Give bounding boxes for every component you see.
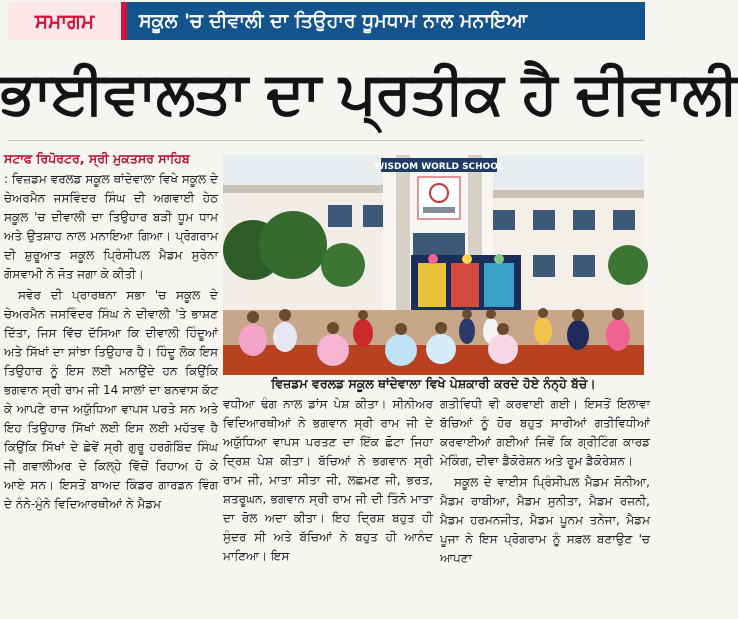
main-headline: ਭਾਈਵਾਲਤਾ ਦਾ ਪ੍ਰਤੀਕ ਹੈ ਦੀਵਾਲੀ — [0, 59, 738, 127]
school-photo — [223, 155, 644, 375]
headline-rule — [8, 140, 645, 141]
article-column-1 — [4, 170, 218, 619]
school-sign: WISDOM WORLD SCHOOL — [374, 162, 504, 172]
school-photo-illustration — [223, 155, 644, 375]
paragraph: ਸਕੂਲ ਦੇ ਵਾਈਸ ਪ੍ਰਿੰਸੀਪਲ ਮੈਡਮ ਸੋਨੀਆ, ਮੈਡਮ ਰਾਬੀਆ, ਮੈਡਮ ਸੁਨੀਤਾ, ਮੈਡਮ ਰਜਨੀ, ਮੈਡਮ ਹਰਮਨਜੀਤ, ਮੈਡਮ ਪੂਨਮ ਤਨੇਜਾ, ਮੈਡਮ ਪੂਜਾ ਨੇ ਇਸ ਪ੍ਰੋਗਰਾਮ ਨੂੰ ਸਫ਼ਲ ਬਣਾਉਣ 'ਚ ਆਪਣਾ — [440, 475, 650, 565]
section-tag: ਸਮਾਗਮ — [8, 2, 121, 40]
paragraph: ਗਤੀਵਿਧੀ ਵੀ ਕਰਵਾਈ ਗਈ। ਇਸਤੋਂ ਇਲਾਵਾ ਬੱਚਿਆਂ ਨੂੰ ਹੋਰ ਬਹੁਤ ਸਾਰੀਆਂ ਗਤੀਵਿਧੀਆਂ ਕਰਵਾਈਆਂ ਗਈਆਂ ਜਿਵੇਂ ਕਿ ਗ੍ਰੀਟਿੰਗ ਕਾਰਡ ਮੇਕਿੰਗ, ਦੀਵਾ ਡੈਕੋਰੇਸ਼ਨ ਅਤੇ ਰੂਮ ਡੈਕੋਰੇਸ਼ਨ। — [440, 397, 650, 468]
header-bar — [0, 2, 653, 40]
paragraph: : ਵਿਜ਼ਡਮ ਵਰਲਡ ਸਕੂਲ ਥਾਂਦੇਵਾਲਾ ਵਿਖੇ ਸਕੂਲ ਦੇ ਚੇਅਰਮੈਨ ਜਸਵਿੰਦਰ ਸਿੰਘ ਦੀ ਅਗਵਾਈ ਹੇਠ ਸਕੂਲ 'ਚ ਦੀਵਾਲੀ ਦਾ ਤਿਉਹਾਰ ਬੜੀ ਧੂਮ ਧਾਮ ਅਤੇ ਉਤਸ਼ਾਹ ਨਾਲ ਮਨਾਇਆ ਗਿਆ। ਪ੍ਰੋਗਰਾਮ ਦੀ ਸ਼ੁਰੂਆਤ ਸਕੂਲ ਪ੍ਰਿੰਸੀਪਲ ਮੈਡਮ ਸੁਰੇਨਾ ਗੋਸਵਾਮੀ ਨੇ ਜੋਤ ਜਗਾ ਕੇ ਕੀਤੀ। — [4, 172, 218, 281]
article-column-3 — [440, 395, 650, 619]
paragraph: ਸਵੇਰ ਦੀ ਪ੍ਰਾਰਥਨਾ ਸਭਾ 'ਚ ਸਕੂਲ ਦੇ ਚੇਅਰਮੈਨ ਜਸਵਿੰਦਰ ਸਿੰਘ ਨੇ ਦੀਵਾਲੀ 'ਤੇ ਭਾਸ਼ਣ ਦਿੱਤਾ, ਜਿਸ ਵਿੱਚ ਦੱਸਿਆ ਕਿ ਦੀਵਾਲੀ ਹਿੰਦੂਆਂ ਅਤੇ ਸਿੱਖਾਂ ਦਾ ਸਾਂਝਾ ਤਿਉਹਾਰ ਹੈ। ਹਿੰਦੂ ਲੋਕ ਇਸ ਤਿਉਹਾਰ ਨੂੰ ਇਸ ਲਈ ਮਨਾਉਂਦੇ ਹਨ ਕਿਉਂਕਿ ਭਗਵਾਨ ਸ੍ਰੀ ਰਾਮ ਜੀ 14 ਸਾਲਾਂ ਦਾ ਬਨਵਾਸ ਕੱਟ ਕੇ ਆਪਣੇ ਰਾਜ ਅਯੁੱਧਿਆ ਵਾਪਸ ਪਰਤੇ ਸਨ ਅਤੇ ਇਹ ਤਿਉਹਾਰ ਸਿੱਖਾਂ ਲਈ ਇਸ ਲਈ ਮਹੱਤਵ ਹੈ ਕਿਉਂਕਿ ਸਿੱਖਾਂ ਦੇ ਛੇਵੇਂ ਸ੍ਰੀ ਗੁਰੂ ਹਰਗੋਬਿੰਦ ਸਿੰਘ ਜੀ ਗਵਾਲੀਅਰ ਦੇ ਕਿਲ੍ਹੇ ਵਿੱਚੋਂ ਰਿਹਾਅ ਹੋ ਕੇ ਆਏ ਸਨ। ਇਸਤੋਂ ਬਾਅਦ ਕਿੰਡਰ ਗਾਰਡਨ ਵਿੰਗ ਦੇ ਨੰਨੇ-ਮੁੰਨੇ ਵਿਦਿਆਰਥੀਆਂ ਨੇ ਮੈਡਮ — [4, 288, 218, 511]
article-column-2 — [223, 395, 433, 619]
paragraph: ਵਧੀਆ ਢੰਗ ਨਾਲ ਡਾਂਸ ਪੇਸ਼ ਕੀਤਾ। ਸੀਨੀਅਰ ਵਿਦਿਆਰਥੀਆਂ ਨੇ ਭਗਵਾਨ ਸ੍ਰੀ ਰਾਮ ਜੀ ਦੇ ਅਯੁੱਧਿਆ ਵਾਪਸ ਪਰਤਣ ਦਾ ਇੱਕ ਛੋਟਾ ਜਿਹਾ ਦ੍ਰਿਸ਼ ਪੇਸ਼ ਕੀਤਾ। ਬੱਚਿਆਂ ਨੇ ਭਗਵਾਨ ਸ੍ਰੀ ਰਾਮ ਜੀ, ਮਾਤਾ ਸੀਤਾ ਜੀ, ਲਛਮਣ ਜੀ, ਭਰਤ, ਸ਼ਤਰੂਘਨ, ਭਗਵਾਨ ਸ੍ਰੀ ਰਾਮ ਜੀ ਦੀ ਤਿੰਨੋ ਮਾਤਾ ਦਾ ਰੋਲ ਅਦਾ ਕੀਤਾ। ਇਹ ਦ੍ਰਿਸ਼ ਬਹੁਤ ਹੀ ਸੁੰਦਰ ਸੀ ਅਤੇ ਬੱਚਿਆਂ ਨੇ ਬਹੁਤ ਹੀ ਆਨੰਦ ਮਾਣਿਆ। ਇਸ — [223, 397, 433, 563]
byline: ਸਟਾਫ ਰਿਪੋਰਟਰ, ਸ੍ਰੀ ਮੁਕਤਸਰ ਸਾਹਿਬ — [4, 151, 190, 166]
kicker-headline: ਸਕੂਲ 'ਚ ਦੀਵਾਲੀ ਦਾ ਤਿਉਹਾਰ ਧੂਮਧਾਮ ਨਾਲ ਮਨਾਇਆ — [127, 2, 645, 40]
photo-caption: ਵਿਜ਼ਡਮ ਵਰਲਡ ਸਕੂਲ ਥਾਂਦੇਵਾਲਾ ਵਿਖੇ ਪੇਸ਼ਕਾਰੀ ਕਰਦੇ ਹੋਏ ਨੰਨ੍ਹੇ ਬੱਚੇ। — [271, 376, 596, 391]
